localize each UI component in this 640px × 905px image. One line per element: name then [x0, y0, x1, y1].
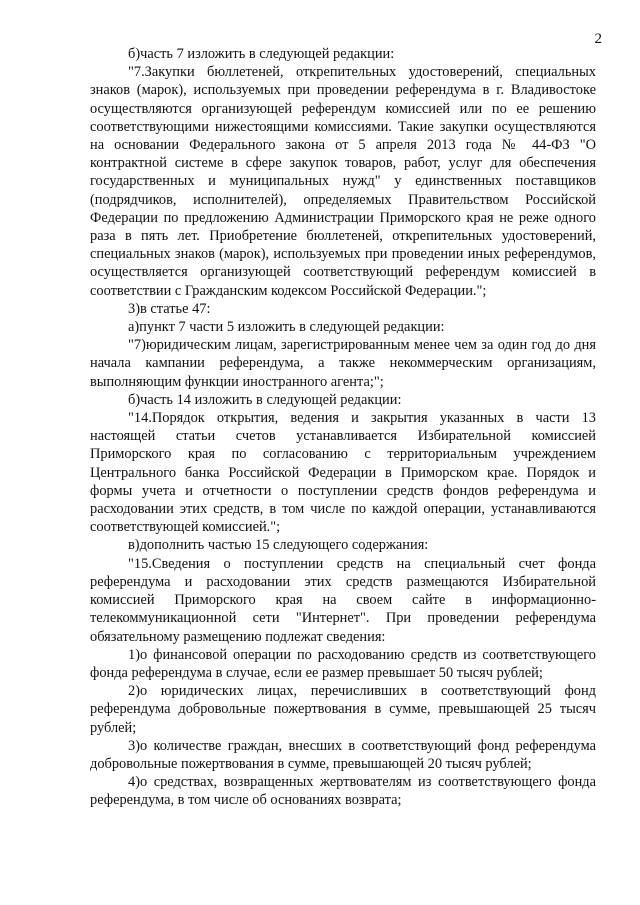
paragraph-part14-text: "14.Порядок открытия, ведения и закрытия указанных в части 13 настоящей статьи счетов устанавливается Избирательной комиссией Приморского края по согласованию с территориальным учреждением Центрального банка Российской Федерации в Приморском крае. Порядок и формы учета и отчетности о поступлении средств фондов референдума и расходовании этих средств, в том числе по каждой операции, устанавливаются соответствующей комиссией.";: [90, 410, 596, 536]
paragraph-item7-text: "7)юридическим лицам, зарегистрированным менее чем за один год до дня начала кампании референдума, а также некоммерческим организациям, выполняющим функции иностранного агента;";: [90, 337, 596, 390]
list-item-2: 2)о юридических лицах, перечисливших в соответствующий фонд референдума добровольные пожертвования в сумме, превышающей 25 тысяч рублей;: [90, 683, 596, 736]
paragraph-part7-text: "7.Закупки бюллетеней, открепительных удостоверений, специальных знаков (марок), используемых при проведении референдума в г. Владивостоке осуществляются организующей референдум комиссией или по ее решению соответствующими нижестоящими комиссиями. Такие закупки осуществляются на основании Федерального закона от 5 апреля 2013 года № 44-ФЗ "О контрактной системе в сфере закупок товаров, работ, услуг для обеспечения государственных и муниципальных нужд" у единственных поставщиков (подрядчиков, исполнителей), определяемых Правительством Российской Федерации по предложению Администрации Приморского края не реже одного раза в пять лет. Приобретение бюллетеней, открепительных удостоверений, специальных знаков (марок), используемых при проведении иных референдумов, осуществляется организующей соответствующий референдум комиссией в соответствии с Гражданским кодексом Российской Федерации.";: [90, 64, 596, 299]
list-item-4: 4)о средствах, возвращенных жертвователям из соответствующего фонда референдума, в том числе об основаниях возврата;: [90, 774, 596, 809]
page-number: 2: [594, 31, 602, 47]
paragraph-part15-heading: в)дополнить частью 15 следующего содержания:: [128, 537, 429, 554]
list-item-1: 1)о финансовой операции по расходованию средств из соответствующего фонда референдума в случае, если ее размер превышает 50 тысяч рублей;: [90, 646, 596, 681]
paragraph-part7-heading: б)часть 7 изложить в следующей редакции:: [128, 46, 395, 62]
paragraph-part15-text: "15.Сведения о поступлении средств на специальный счет фонда референдума и расходовании этих средств размещаются Избирательной комиссией Приморского края на своем сайте в информационно-телекоммуникационной сети "Интернет". При проведении референдума обязательному размещению подлежат сведения:: [90, 555, 596, 645]
list-item-3: 3)о количестве граждан, внесших в соответствующий фонд референдума добровольные пожертвования в сумме, превышающей 20 тысяч рублей;: [90, 737, 596, 772]
paragraph-part14-heading: б)часть 14 изложить в следующей редакции:: [128, 391, 402, 408]
paragraph-article47-heading: 3)в статье 47:: [128, 300, 211, 317]
document-body: [90, 45, 596, 810]
paragraph-item7-heading: а)пункт 7 части 5 изложить в следующей редакции:: [128, 319, 445, 336]
